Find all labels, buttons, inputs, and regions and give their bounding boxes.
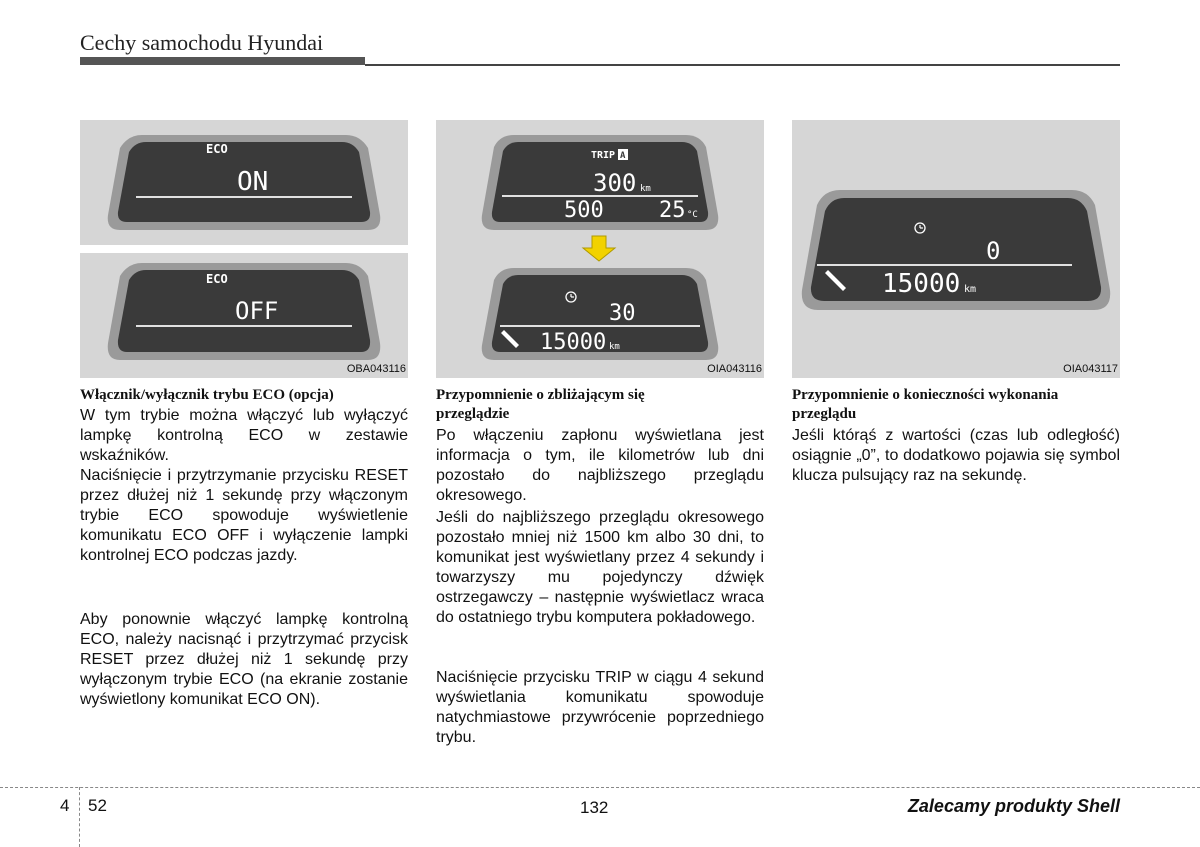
col2-paragraph-2: Jeśli do najbliższego przeglądu okresowego pozostało mniej niż 1500 km albo 30 dni, to komunikat jest wyświetlany przez 4 sekundy i towarzyszy mu pojedynczy dźwięk ostrzegawczy – następnie wyświetlacz wraca do ostatniego trybu komputera pokładowego. <box>436 509 764 626</box>
figure-code-3: OIA043117 <box>1063 363 1118 375</box>
footer-brand: Zalecamy produkty Shell <box>907 796 1120 816</box>
col2-paragraph-1: Po włączeniu zapłonu wyświetlana jest informacja o tym, ile kilometrów lub dni pozostało do najbliższego przeglądu okresowego. <box>436 427 764 504</box>
eco-state-on: ON <box>237 167 269 197</box>
trip-distance: 300 <box>593 169 637 197</box>
footer-center-page: 132 <box>580 798 609 817</box>
col1-title: Włącznik/wyłącznik trybu ECO (opcja) <box>80 387 334 403</box>
km-remaining: 15000 <box>540 330 607 355</box>
col3-title-line1: Przypomnienie o konieczności wykonania <box>792 387 1059 403</box>
col1-paragraph-3: Aby ponownie włączyć lampkę kontrolną ECO, należy nacisnąć i przytrzymać przycisk RESET przez dłużej niż 1 sekundę przy wyłączonym trybie ECO (na ekranie zostanie wyświetlony komunikat ECO ON). <box>80 611 408 708</box>
eco-label-top: ECO <box>206 142 228 156</box>
header-bar <box>80 57 365 65</box>
figure-service-approaching <box>436 120 764 378</box>
footer-divider <box>79 787 80 847</box>
eco-displays <box>80 120 408 378</box>
eco-label-bottom: ECO <box>206 272 228 286</box>
footer-page-number: 52 <box>88 796 107 815</box>
col2-paragraph-3: Naciśnięcie przycisku TRIP w ciągu 4 sekund wyświetlania komunikatu spowoduje natychmiastowe przywrócenie poprzedniego trybu. <box>436 669 764 746</box>
col2-title-line1: Przypomnienie o zbliżającym się <box>436 387 645 403</box>
footer-section-number: 4 <box>60 796 70 815</box>
col3-title-line2: przeglądu <box>792 406 857 422</box>
trip-distance-unit: km <box>640 184 651 194</box>
temperature-unit: °C <box>687 210 698 220</box>
service-approaching-displays <box>436 120 764 378</box>
col3-paragraph-1: Jeśli którąś z wartości (czas lub odległość) osiągnie „0”, to dodatkowo pojawia się symbol klucza pulsujący raz na sekundę. <box>792 427 1120 484</box>
figure-code-1: OBA043116 <box>346 363 406 375</box>
arrow-down-icon <box>583 236 615 261</box>
km-value: 15000 <box>882 269 961 299</box>
col1-paragraph-1: W tym trybie można włączyć lub wyłączyć lampkę kontrolną ECO w zestawie wskaźników. <box>80 407 408 464</box>
header-rule <box>365 64 1120 66</box>
days-zero: 0 <box>986 237 1001 265</box>
trip-badge: A <box>620 151 626 161</box>
footer-rule <box>0 787 1200 788</box>
col1-paragraph-2: Naciśnięcie i przytrzymanie przycisku RESET przez dłużej niż 1 sekundę przy włączonym trybie ECO spowoduje wyświetlenie komunikatu ECO OFF i wyłączenie lampki kontrolnej ECO podczas jazdy. <box>80 467 408 564</box>
page-header-title: Cechy samochodu Hyundai <box>80 30 324 55</box>
temperature-value: 25 <box>659 198 686 223</box>
eco-state-off: OFF <box>235 297 279 325</box>
figure-service-required <box>792 120 1120 378</box>
km-unit: km <box>964 284 977 295</box>
odometer-value: 500 <box>564 198 604 223</box>
km-unit: km <box>609 342 620 352</box>
service-required-display <box>792 120 1120 378</box>
days-remaining: 30 <box>609 301 636 326</box>
figure-eco-toggle <box>80 120 408 378</box>
col2-title-line2: przeglądzie <box>436 406 510 422</box>
trip-label: TRIP <box>591 150 616 161</box>
figure-code-2: OIA043116 <box>707 363 762 375</box>
